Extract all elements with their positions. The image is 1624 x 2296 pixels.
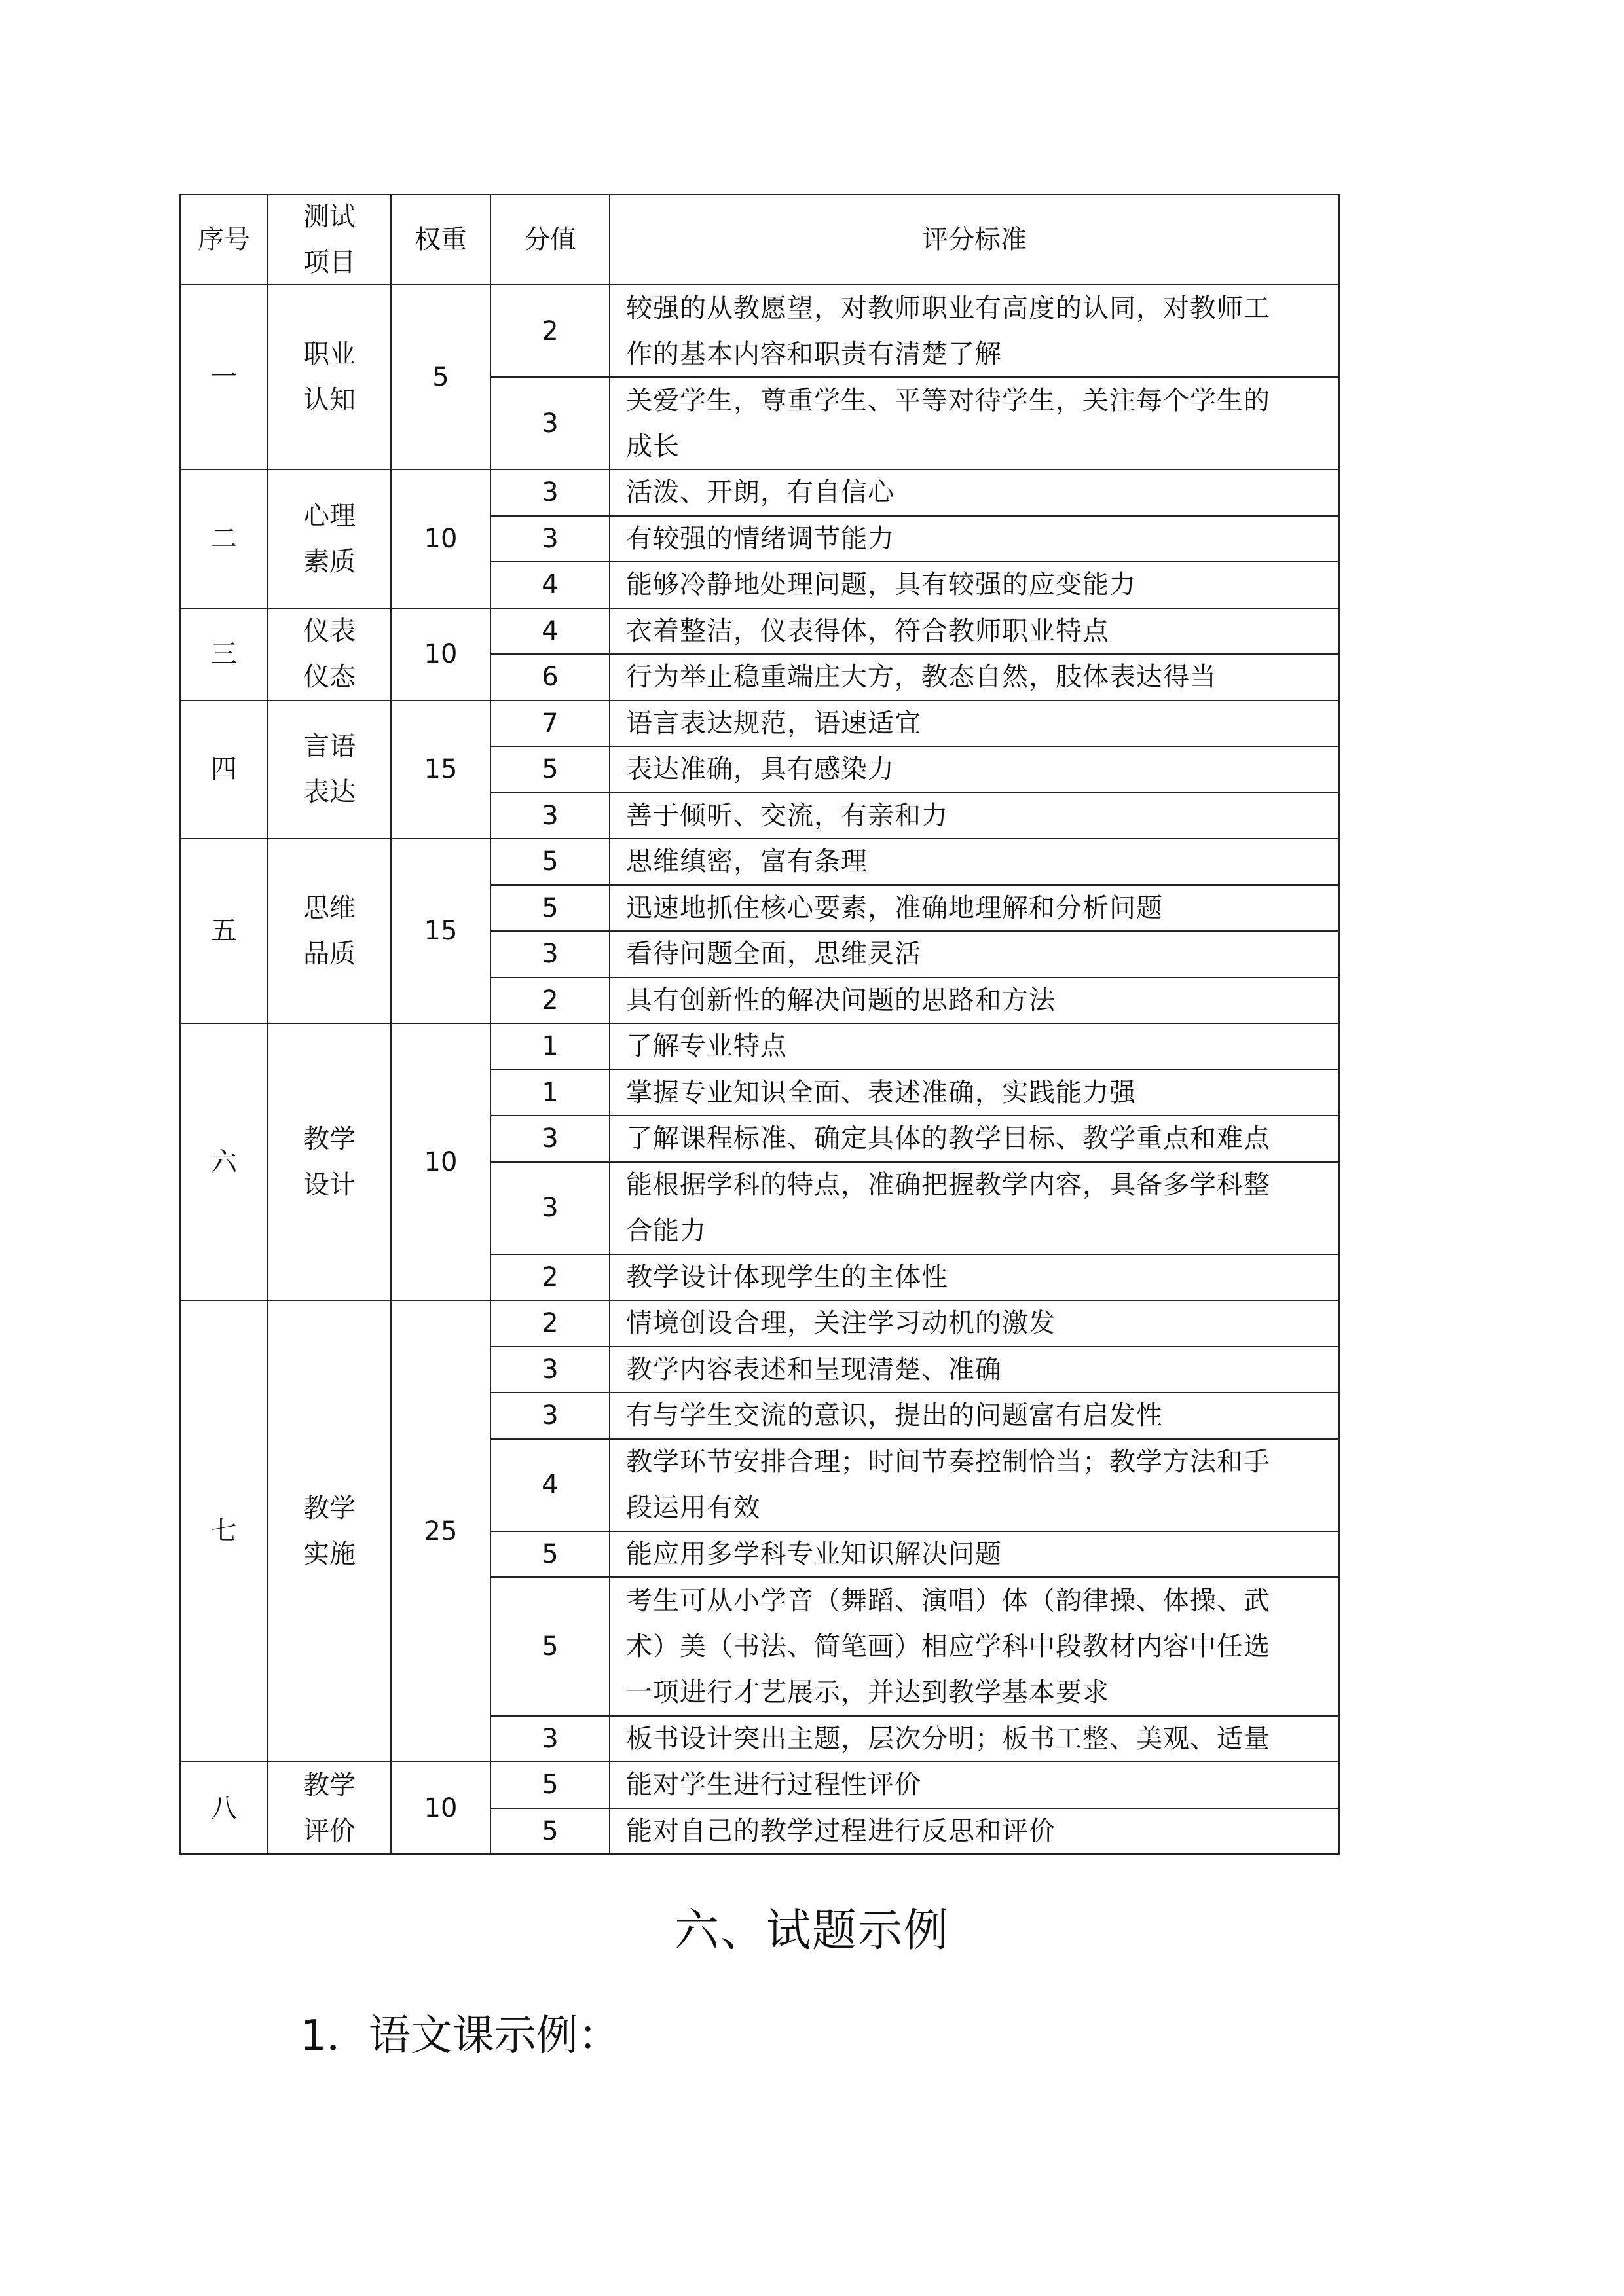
row-score: 3 bbox=[490, 1163, 609, 1255]
row-criterion: 考生可从小学音（舞蹈、演唱）体（韵律操、体操、武 术）美（书法、简笔画）相应学科中段教材内容中任选 一项进行才艺展示，并达到教学基本要求 bbox=[609, 1578, 1340, 1717]
group-number: 五 bbox=[179, 839, 267, 1024]
row-score: 3 bbox=[490, 517, 609, 563]
group-test-item: 教学 设计 bbox=[267, 1024, 390, 1301]
row-criterion: 行为举止稳重端庄大方，教态自然，肢体表达得当 bbox=[609, 655, 1340, 701]
row-criterion: 关爱学生，尊重学生、平等对待学生，关注每个学生的 成长 bbox=[609, 378, 1340, 470]
row-criterion: 能够冷静地处理问题，具有较强的应变能力 bbox=[609, 562, 1340, 609]
group-weight: 10 bbox=[390, 1762, 490, 1855]
row-score: 5 bbox=[490, 839, 609, 886]
row-criterion: 情境创设合理，关注学习动机的激发 bbox=[609, 1301, 1340, 1347]
group-test-item: 言语 表达 bbox=[267, 701, 390, 840]
header-criteria: 评分标准 bbox=[609, 194, 1340, 285]
row-criterion: 教学环节安排合理；时间节奏控制恰当；教学方法和手 段运用有效 bbox=[609, 1440, 1340, 1532]
row-criterion: 较强的从教愿望，对教师职业有高度的认同，对教师工 作的基本内容和职责有清楚了解 bbox=[609, 285, 1340, 378]
group-test-item: 教学 实施 bbox=[267, 1301, 390, 1762]
row-criterion: 掌握专业知识全面、表述准确，实践能力强 bbox=[609, 1070, 1340, 1117]
group-weight: 15 bbox=[390, 701, 490, 840]
row-score: 4 bbox=[490, 562, 609, 609]
group-number: 一 bbox=[179, 285, 267, 470]
row-criterion: 有与学生交流的意识，提出的问题富有启发性 bbox=[609, 1393, 1340, 1440]
group-number: 六 bbox=[179, 1024, 267, 1301]
header-score: 分值 bbox=[490, 194, 609, 285]
row-score: 3 bbox=[490, 470, 609, 517]
row-criterion: 具有创新性的解决问题的思路和方法 bbox=[609, 978, 1340, 1025]
group-weight: 10 bbox=[390, 1024, 490, 1301]
row-score: 4 bbox=[490, 609, 609, 655]
row-criterion: 表达准确，具有感染力 bbox=[609, 747, 1340, 793]
row-criterion: 衣着整洁，仪表得体，符合教师职业特点 bbox=[609, 609, 1340, 655]
header-weight: 权重 bbox=[390, 194, 490, 285]
row-score: 4 bbox=[490, 1440, 609, 1532]
row-criterion: 能根据学科的特点，准确把握教学内容，具备多学科整 合能力 bbox=[609, 1163, 1340, 1255]
row-score: 3 bbox=[490, 1116, 609, 1163]
group-number: 四 bbox=[179, 701, 267, 840]
group-test-item: 思维 品质 bbox=[267, 839, 390, 1024]
row-criterion: 语言表达规范，语速适宜 bbox=[609, 701, 1340, 748]
group-test-item: 心理 素质 bbox=[267, 470, 390, 609]
section-title: 六、试题示例 bbox=[674, 1905, 950, 1957]
subsection-title: 1．语文课示例： bbox=[300, 2012, 620, 2060]
group-weight: 10 bbox=[390, 609, 490, 701]
row-score: 5 bbox=[490, 886, 609, 932]
row-score: 2 bbox=[490, 285, 609, 378]
row-score: 3 bbox=[490, 1347, 609, 1394]
row-score: 3 bbox=[490, 378, 609, 470]
group-test-item: 仪表 仪态 bbox=[267, 609, 390, 701]
row-score: 6 bbox=[490, 655, 609, 701]
group-weight: 15 bbox=[390, 839, 490, 1024]
row-criterion: 善于倾听、交流，有亲和力 bbox=[609, 793, 1340, 840]
group-number: 七 bbox=[179, 1301, 267, 1762]
row-criterion: 了解专业特点 bbox=[609, 1024, 1340, 1070]
row-criterion: 活泼、开朗，有自信心 bbox=[609, 470, 1340, 517]
row-score: 2 bbox=[490, 1301, 609, 1347]
row-score: 5 bbox=[490, 1578, 609, 1717]
row-criterion: 教学内容表述和呈现清楚、准确 bbox=[609, 1347, 1340, 1394]
group-weight: 10 bbox=[390, 470, 490, 609]
row-score: 3 bbox=[490, 793, 609, 840]
row-score: 1 bbox=[490, 1024, 609, 1070]
row-criterion: 能对自己的教学过程进行反思和评价 bbox=[609, 1809, 1340, 1855]
row-score: 2 bbox=[490, 978, 609, 1025]
row-score: 3 bbox=[490, 1393, 609, 1440]
row-score: 3 bbox=[490, 932, 609, 978]
row-score: 2 bbox=[490, 1255, 609, 1302]
row-criterion: 看待问题全面，思维灵活 bbox=[609, 932, 1340, 978]
row-criterion: 迅速地抓住核心要素，准确地理解和分析问题 bbox=[609, 886, 1340, 932]
group-test-item: 教学 评价 bbox=[267, 1762, 390, 1855]
group-test-item: 职业 认知 bbox=[267, 285, 390, 470]
row-criterion: 能对学生进行过程性评价 bbox=[609, 1762, 1340, 1809]
group-number: 八 bbox=[179, 1762, 267, 1855]
row-criterion: 板书设计突出主题，层次分明；板书工整、美观、适量 bbox=[609, 1717, 1340, 1763]
group-weight: 25 bbox=[390, 1301, 490, 1762]
group-number: 三 bbox=[179, 609, 267, 701]
row-score: 1 bbox=[490, 1070, 609, 1117]
row-score: 5 bbox=[490, 1762, 609, 1809]
row-score: 7 bbox=[490, 701, 609, 748]
header-number: 序号 bbox=[179, 194, 267, 285]
row-criterion: 思维缜密，富有条理 bbox=[609, 839, 1340, 886]
row-criterion: 教学设计体现学生的主体性 bbox=[609, 1255, 1340, 1302]
row-criterion: 能应用多学科专业知识解决问题 bbox=[609, 1532, 1340, 1578]
group-number: 二 bbox=[179, 470, 267, 609]
row-score: 5 bbox=[490, 747, 609, 793]
header-test-item: 测试 项目 bbox=[267, 194, 390, 285]
row-criterion: 了解课程标准、确定具体的教学目标、教学重点和难点 bbox=[609, 1116, 1340, 1163]
row-score: 5 bbox=[490, 1532, 609, 1578]
row-criterion: 有较强的情绪调节能力 bbox=[609, 517, 1340, 563]
group-weight: 5 bbox=[390, 285, 490, 470]
row-score: 3 bbox=[490, 1717, 609, 1763]
row-score: 5 bbox=[490, 1809, 609, 1855]
